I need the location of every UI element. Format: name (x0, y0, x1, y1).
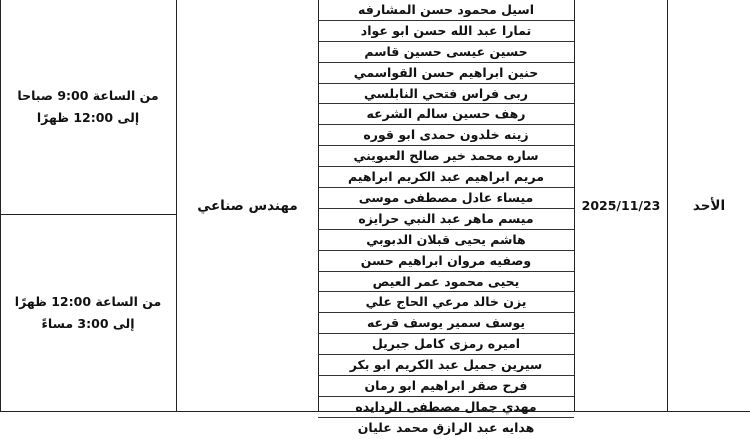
list-item: تمارا عبد الله حسن ابو عواد (318, 21, 574, 42)
list-item: هاشم يحيى قبلان الدبوبي (318, 230, 574, 251)
list-item: اميره رمزى كامل جبريل (318, 334, 574, 355)
list-item: رهف حسين سالم الشرعه (318, 104, 574, 125)
session-afternoon-start: من الساعة 12:00 ظهرًا (14, 293, 162, 309)
session-cell-afternoon (0, 214, 176, 411)
date-cell: 2025/11/23 (581, 198, 661, 213)
list-item: ميسم ماهر عبد النبي حرايزه (318, 209, 574, 230)
list-item: هدايه عبد الرازق محمد عليان (357, 419, 535, 435)
list-item: ميساء عادل مصطفى موسى (318, 188, 574, 209)
list-item: اسيل محمود حسن المشارفه (318, 0, 574, 21)
names-list (318, 0, 574, 439)
day-cell: الأحد (692, 197, 726, 214)
list-item: فرح صقر ابراهيم ابو رمان (318, 376, 574, 397)
specialty-cell: مهندس صناعي (197, 197, 298, 214)
session-morning-start: من الساعة 9:00 صباحا (17, 88, 159, 103)
list-item: يزن خالد مرعي الحاج علي (318, 292, 574, 313)
list-item: وصفيه مروان ابراهيم حسن (318, 251, 574, 272)
list-item: حسين عيسى حسين قاسم (318, 42, 574, 63)
session-cell-morning (0, 0, 176, 214)
list-item: حنين ابراهيم حسن القواسمي (318, 63, 574, 84)
list-item: يحيى محمود عمر العيص (318, 272, 574, 293)
list-item: يوسف سمير يوسف قرعه (318, 313, 574, 334)
list-item: سيرين جميل عبد الكريم ابو بكر (318, 355, 574, 376)
session-morning-end: إلى 12:00 ظهرًا (36, 110, 140, 125)
session-afternoon-end: إلى 3:00 مساءً (41, 315, 135, 331)
list-item: زينه خلدون حمدى ابو قوره (318, 125, 574, 146)
list-item: مهدي جمال مصطفى الردايده (318, 397, 574, 418)
list-item: مريم ابراهيم عبد الكريم ابراهيم (318, 167, 574, 188)
list-item: ساره محمد خير صالح العبويني (318, 146, 574, 167)
list-item: ربى فراس فتحي النابلسي (318, 84, 574, 105)
